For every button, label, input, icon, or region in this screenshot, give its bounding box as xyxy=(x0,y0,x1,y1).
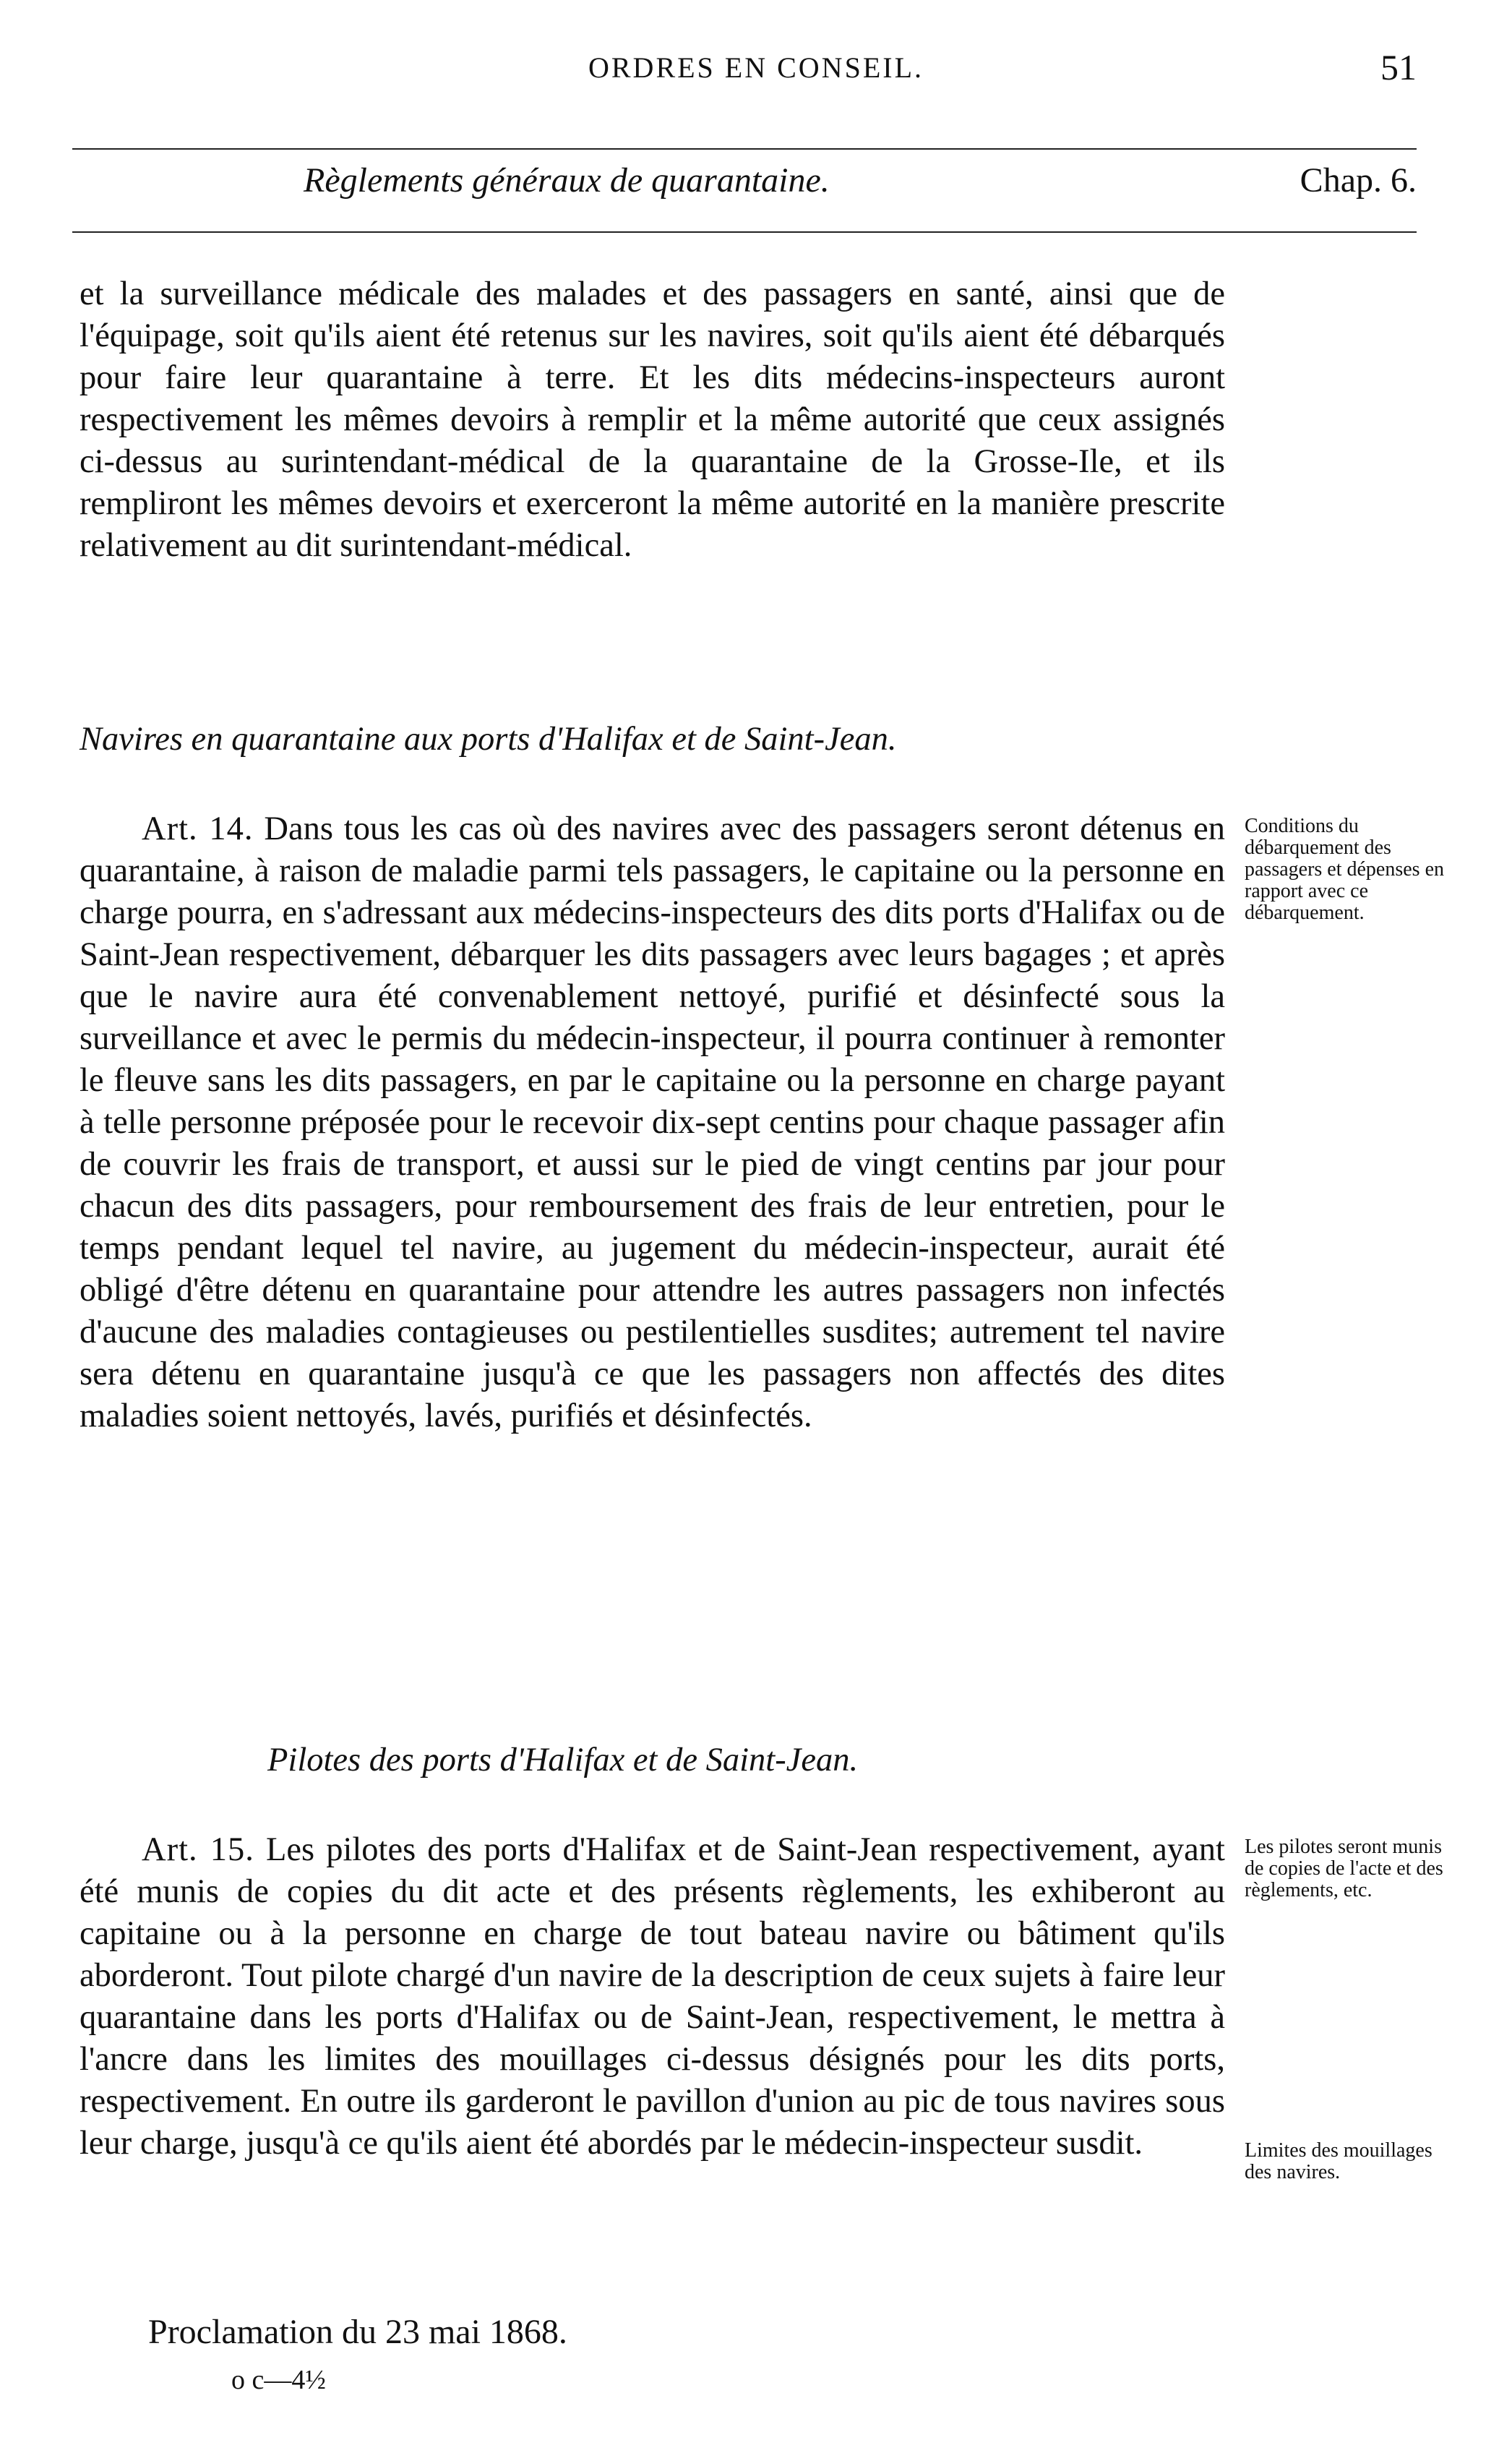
header-rule-bottom xyxy=(72,231,1417,233)
section-heading-navires: Navires en quarantaine aux ports d'Halifax et de Saint-Jean. xyxy=(80,721,897,758)
header-rule-top xyxy=(72,148,1417,150)
section-heading-pilotes: Pilotes des ports d'Halifax et de Saint-Jean. xyxy=(267,1742,859,1778)
article-15-block xyxy=(80,1829,1225,2165)
article-14-paragraph xyxy=(80,808,1225,1437)
margin-note-debarquement: Conditions du débarquement des passagers et dépenses en rapport avec ce débarquement. xyxy=(1245,815,1445,924)
article-14-block xyxy=(80,808,1225,1437)
article-15-label: Art. 15. xyxy=(142,1831,254,1868)
article-15-paragraph xyxy=(80,1829,1225,2165)
signature-mark: o c—4½ xyxy=(231,2365,326,2395)
section-subtitle: Règlements généraux de quarantaine. xyxy=(304,161,830,200)
running-title: ORDRES EN CONSEIL. xyxy=(588,51,924,84)
article-14-label: Art. 14. xyxy=(142,810,254,847)
opening-paragraph: et la surveillance médicale des malades et des passagers en santé, ainsi que de l'équipage, soit qu'ils aient été retenus sur les navires, soit qu'ils aient été débarqués pour faire leur quarantaine à terre. Et les dits médecins-inspecteurs auront respectivement les mêmes devoirs à remplir et la même autorité que ceux assignés ci-dessus au surintendant-médical de la quarantaine de la Grosse-Ile, et ils rempliront les mêmes devoirs et exerceront la même autorité en la manière prescrite relativement au dit surintendant-médical. xyxy=(80,275,1225,564)
article-15-text: Les pilotes des ports d'Halifax et de Saint-Jean respectivement, ayant été munis de copies du dit acte et des présents règlements, les exhiberont au capitaine ou à la personne en charge de tout bateau navire ou bâtiment qu'ils aborderont. Tout pilote chargé d'un navire de la description de ceux sujets à faire leur quarantaine dans les ports d'Halifax ou de Saint-Jean, respectivement, le mettra à l'ancre dans les limites des mouillages ci-dessus désignés pour les dits ports, respectivement. En outre ils garderont le pavillon d'union au pic de tous navires sous leur charge, jusqu'à ce qu'ils aient été abordés par le médecin-inspecteur susdit. xyxy=(80,1831,1225,2162)
page-number: 51 xyxy=(1380,47,1417,87)
opening-paragraph-block xyxy=(80,273,1225,567)
article-14-text: Dans tous les cas où des navires avec des passagers seront détenus en quarantaine, à raison de maladie parmi tels passagers, le capitaine ou la personne en charge pourra, en s'adressant aux médecins-inspecteurs des dits ports d'Halifax ou de Saint-Jean respectivement, débarquer les dits passagers avec leurs bagages ; et après que le navire aura été convenablement nettoyé, purifié et désinfecté sous la surveillance et avec le permis du médecin-inspecteur, il pourra continuer à remonter le fleuve sans les dits passagers, en par le capitaine ou la personne en charge payant à telle personne préposée pour le recevoir dix-sept centins pour chaque passager afin de couvrir les frais de transport, et aussi sur le pied de vingt centins par jour pour chacun des dits passagers, pour remboursement des frais de leur entretien, pour le temps pendant lequel tel navire, au jugement du médecin-inspecteur, aurait été obligé d'être détenu en quarantaine pour attendre les autres passagers non infectés d'aucune des maladies contagieuses ou pestilentielles susdites; autrement tel navire sera détenu en quarantaine jusqu'à ce que les passagers non affectés des dites maladies soient nettoyés, lavés, purifiés et désinfectés. xyxy=(80,810,1225,1434)
sub-head xyxy=(0,160,1512,218)
margin-note-limites: Limites des mouillages des navires. xyxy=(1245,2139,1432,2183)
margin-note-pilotes: Les pilotes seront munis de copies de l'acte et des règlements, etc. xyxy=(1245,1836,1443,1901)
proclamation-line: Proclamation du 23 mai 1868. xyxy=(148,2313,567,2351)
chapter-label: Chap. 6. xyxy=(1300,161,1417,200)
running-head xyxy=(0,47,1512,94)
